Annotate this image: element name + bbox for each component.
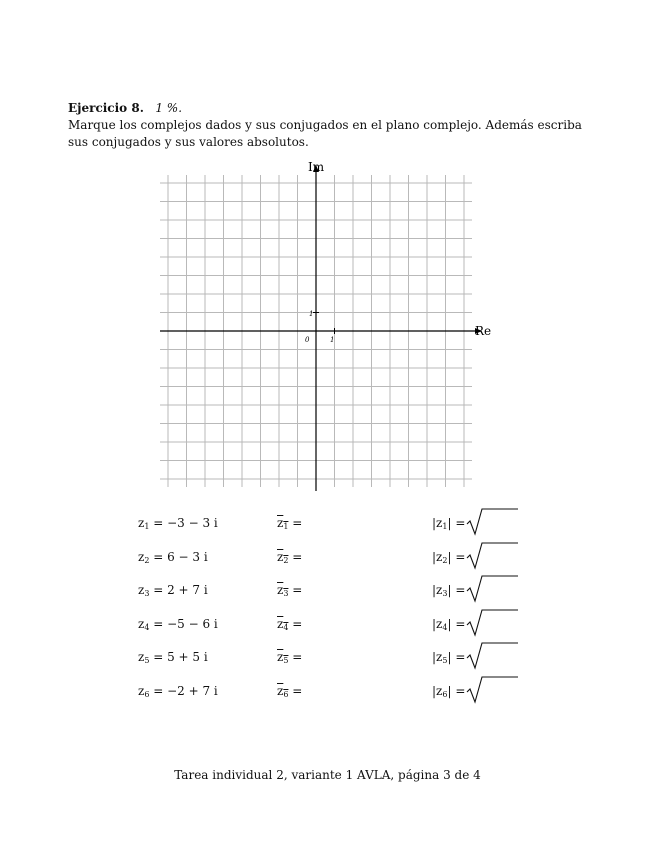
complex-number-definition: $z_4 = -5 - 6$ i [138, 616, 218, 632]
square-root-symbol [466, 574, 520, 604]
conjugate-label: $z_3$ = [277, 583, 303, 598]
complex-number-definition: $z_1 = -3 - 3$ i [138, 516, 218, 531]
origin-label: 0 [305, 336, 310, 344]
x-tick-label: 1 [330, 336, 335, 344]
absolute-value-label: $|z_2|$ = [432, 549, 466, 565]
real-axis-label: Re [475, 324, 492, 338]
conjugate-label: $z_6$ = [277, 683, 303, 699]
absolute-value-label: $|z_1|$ = [432, 516, 466, 531]
conjugate-label: $z_2$ = [277, 549, 303, 565]
absolute-value-label: $|z_6|$ = [432, 683, 466, 699]
exercise-title: Ejercicio 8. [68, 101, 144, 115]
conjugate-label: $z_4$ = [277, 616, 303, 632]
y-tick-label: 1 [309, 310, 314, 318]
number-row [0, 516, 655, 536]
number-row [0, 583, 655, 603]
number-row [0, 650, 655, 670]
exercise-points: 1 %. [155, 101, 183, 115]
square-root-symbol [466, 608, 520, 638]
number-row [0, 550, 655, 570]
page-footer: Tarea individual 2, variante 1 AVLA, página 3 de 4 [174, 768, 481, 782]
square-root-symbol [466, 541, 520, 571]
instructions: Marque los complejos dados y sus conjugados en el plano complejo. Además escriba sus conjugados y sus valores absolutos. [68, 118, 582, 149]
complex-number-definition: $z_6 = -2 + 7$ i [138, 683, 218, 699]
imag-axis-label: Im [308, 160, 325, 174]
square-root-symbol [466, 507, 520, 537]
absolute-value-label: $|z_5|$ = [432, 650, 466, 665]
square-root-symbol [466, 675, 520, 705]
conjugate-label: $z_5$ = [277, 650, 303, 665]
complex-number-definition: $z_5 = 5 + 5$ i [138, 650, 208, 665]
absolute-value-label: $|z_3|$ = [432, 583, 466, 598]
conjugate-label: $z_1$ = [277, 516, 303, 531]
absolute-value-label: $|z_4|$ = [432, 616, 466, 632]
square-root-symbol [466, 641, 520, 671]
number-row [0, 684, 655, 704]
complex-number-definition: $z_2 = 6 - 3$ i [138, 549, 208, 565]
number-row [0, 617, 655, 637]
complex-number-definition: $z_3 = 2 + 7$ i [138, 583, 208, 598]
